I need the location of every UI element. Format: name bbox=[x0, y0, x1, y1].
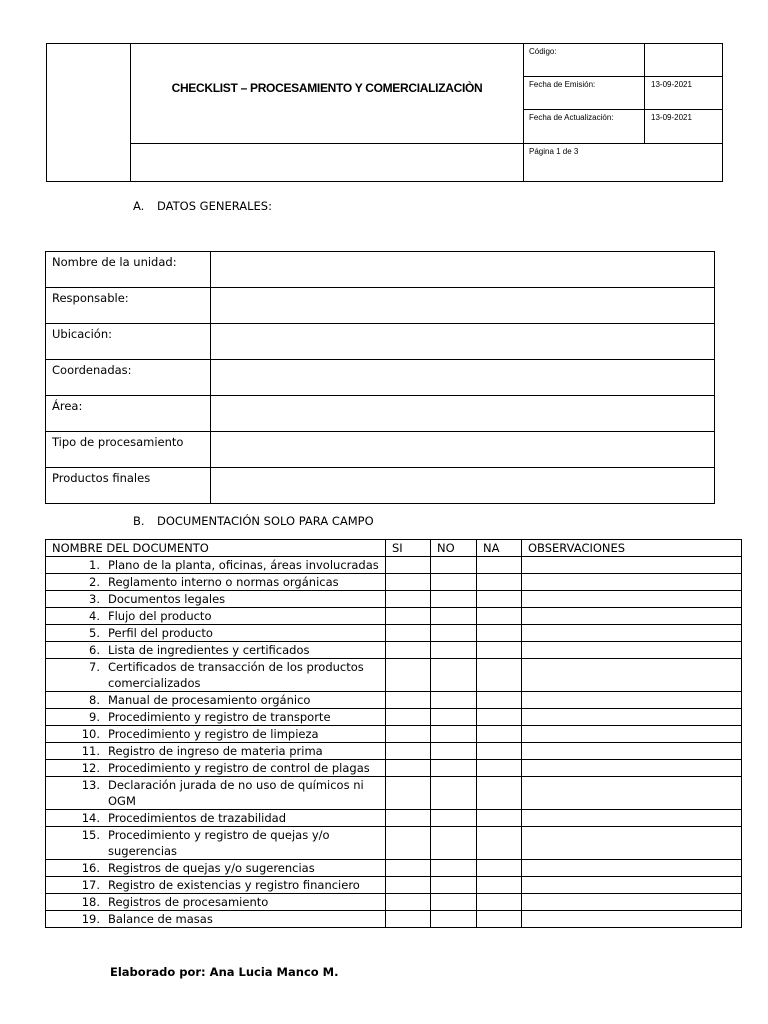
document-number: 4. bbox=[89, 609, 100, 623]
no-cell[interactable] bbox=[431, 642, 477, 659]
general-field-label: Nombre de la unidad: bbox=[46, 252, 211, 288]
general-data-table bbox=[45, 251, 715, 504]
si-cell[interactable] bbox=[386, 692, 431, 709]
no-cell[interactable] bbox=[431, 709, 477, 726]
no-cell[interactable] bbox=[431, 574, 477, 591]
document-number: 13. bbox=[81, 778, 100, 792]
si-cell[interactable] bbox=[386, 777, 431, 810]
document-row bbox=[46, 810, 742, 827]
document-number: 2. bbox=[89, 575, 100, 589]
na-cell[interactable] bbox=[477, 574, 522, 591]
document-row bbox=[46, 827, 742, 860]
na-cell[interactable] bbox=[477, 827, 522, 860]
no-cell[interactable] bbox=[431, 557, 477, 574]
document-name: Registros de quejas y/o sugerencias bbox=[108, 861, 315, 875]
document-number: 7. bbox=[89, 660, 100, 674]
observaciones-cell[interactable] bbox=[522, 625, 742, 642]
column-header: OBSERVACIONES bbox=[522, 540, 742, 557]
document-number: 5. bbox=[89, 626, 100, 640]
document-name: Procedimiento y registro de control de plagas bbox=[108, 761, 370, 775]
observaciones-cell[interactable] bbox=[522, 777, 742, 810]
observaciones-cell[interactable] bbox=[522, 608, 742, 625]
document-name-cell bbox=[46, 860, 386, 877]
si-cell[interactable] bbox=[386, 557, 431, 574]
general-field-row bbox=[46, 288, 715, 324]
si-cell[interactable] bbox=[386, 860, 431, 877]
document-number: 9. bbox=[89, 710, 100, 724]
document-name-cell bbox=[46, 625, 386, 642]
na-cell[interactable] bbox=[477, 591, 522, 608]
no-cell[interactable] bbox=[431, 894, 477, 911]
general-field-value[interactable] bbox=[211, 468, 715, 504]
na-cell[interactable] bbox=[477, 777, 522, 810]
document-row bbox=[46, 659, 742, 692]
section-b-title: DOCUMENTACIÓN SOLO PARA CAMPO bbox=[157, 514, 374, 528]
na-cell[interactable] bbox=[477, 659, 522, 692]
document-name-cell bbox=[46, 608, 386, 625]
general-field-row bbox=[46, 360, 715, 396]
fecha-actualizacion-label: Fecha de Actualización: bbox=[524, 110, 645, 144]
document-name-cell bbox=[46, 591, 386, 608]
general-field-row bbox=[46, 252, 715, 288]
document-name-cell bbox=[46, 642, 386, 659]
si-cell[interactable] bbox=[386, 608, 431, 625]
document-row bbox=[46, 726, 742, 743]
document-name-cell bbox=[46, 911, 386, 928]
document-row bbox=[46, 608, 742, 625]
observaciones-cell[interactable] bbox=[522, 642, 742, 659]
document-name: Flujo del producto bbox=[108, 609, 212, 623]
na-cell[interactable] bbox=[477, 642, 522, 659]
na-cell[interactable] bbox=[477, 810, 522, 827]
na-cell[interactable] bbox=[477, 692, 522, 709]
document-name: Procedimientos de trazabilidad bbox=[108, 811, 287, 825]
observaciones-cell[interactable] bbox=[522, 692, 742, 709]
no-cell[interactable] bbox=[431, 659, 477, 692]
observaciones-cell[interactable] bbox=[522, 574, 742, 591]
document-name-cell bbox=[46, 827, 386, 860]
si-cell[interactable] bbox=[386, 726, 431, 743]
no-cell[interactable] bbox=[431, 608, 477, 625]
general-field-value[interactable] bbox=[211, 396, 715, 432]
si-cell[interactable] bbox=[386, 659, 431, 692]
si-cell[interactable] bbox=[386, 574, 431, 591]
document-name-cell bbox=[46, 777, 386, 810]
document-row bbox=[46, 709, 742, 726]
no-cell[interactable] bbox=[431, 911, 477, 928]
column-header: NO bbox=[431, 540, 477, 557]
document-name-cell bbox=[46, 743, 386, 760]
na-cell[interactable] bbox=[477, 726, 522, 743]
document-row bbox=[46, 894, 742, 911]
document-name: Certificados de transacción de los productos comercializados bbox=[108, 660, 364, 690]
document-name-cell bbox=[46, 557, 386, 574]
no-cell[interactable] bbox=[431, 625, 477, 642]
si-cell[interactable] bbox=[386, 743, 431, 760]
document-name-cell bbox=[46, 692, 386, 709]
fecha-emision-label: Fecha de Emisión: bbox=[524, 77, 645, 110]
document-row bbox=[46, 911, 742, 928]
no-cell[interactable] bbox=[431, 726, 477, 743]
document-name: Registro de existencias y registro financiero bbox=[108, 878, 360, 892]
no-cell[interactable] bbox=[431, 692, 477, 709]
column-header: NOMBRE DEL DOCUMENTO bbox=[46, 540, 386, 557]
document-name: Perfil del producto bbox=[108, 626, 213, 640]
observaciones-cell[interactable] bbox=[522, 877, 742, 894]
observaciones-cell[interactable] bbox=[522, 860, 742, 877]
general-field-label: Productos finales bbox=[46, 468, 211, 504]
observaciones-cell[interactable] bbox=[522, 743, 742, 760]
column-header: SI bbox=[386, 540, 431, 557]
document-name-cell bbox=[46, 709, 386, 726]
document-row bbox=[46, 692, 742, 709]
documents-table-header bbox=[46, 540, 742, 557]
document-number: 15. bbox=[81, 828, 100, 842]
na-cell[interactable] bbox=[477, 894, 522, 911]
document-name-cell bbox=[46, 810, 386, 827]
si-cell[interactable] bbox=[386, 625, 431, 642]
document-number: 1. bbox=[89, 558, 100, 572]
si-cell[interactable] bbox=[386, 642, 431, 659]
section-b-letter: B. bbox=[133, 514, 145, 528]
general-field-value[interactable] bbox=[211, 324, 715, 360]
general-field-label: Ubicación: bbox=[46, 324, 211, 360]
document-title: CHECKLIST – PROCESAMIENTO Y COMERCIALIZACIÒN bbox=[131, 44, 524, 144]
na-cell[interactable] bbox=[477, 608, 522, 625]
header-blank-cell bbox=[131, 144, 524, 182]
document-row bbox=[46, 574, 742, 591]
document-name: Declaración jurada de no uso de químicos ni OGM bbox=[108, 778, 364, 808]
observaciones-cell[interactable] bbox=[522, 591, 742, 608]
si-cell[interactable] bbox=[386, 709, 431, 726]
document-row bbox=[46, 877, 742, 894]
fecha-actualizacion-value: 13-09-2021 bbox=[645, 110, 723, 144]
observaciones-cell[interactable] bbox=[522, 810, 742, 827]
observaciones-cell[interactable] bbox=[522, 659, 742, 692]
document-name: Manual de procesamiento orgánico bbox=[108, 693, 311, 707]
document-name: Reglamento interno o normas orgánicas bbox=[108, 575, 339, 589]
elaborado-por: Elaborado por: Ana Lucia Manco M. bbox=[110, 965, 339, 979]
no-cell[interactable] bbox=[431, 877, 477, 894]
document-number: 10. bbox=[81, 727, 100, 741]
general-field-row bbox=[46, 396, 715, 432]
column-header: NA bbox=[477, 540, 522, 557]
document-row bbox=[46, 743, 742, 760]
codigo-value bbox=[645, 44, 723, 77]
document-number: 8. bbox=[89, 693, 100, 707]
general-field-value[interactable] bbox=[211, 432, 715, 468]
logo-area bbox=[47, 44, 131, 182]
document-name-cell bbox=[46, 894, 386, 911]
document-name: Plano de la planta, oficinas, áreas involucradas bbox=[108, 558, 379, 572]
general-field-label: Tipo de procesamiento bbox=[46, 432, 211, 468]
document-name: Procedimiento y registro de limpieza bbox=[108, 727, 319, 741]
document-name: Registro de ingreso de materia prima bbox=[108, 744, 323, 758]
document-name-cell bbox=[46, 726, 386, 743]
document-name: Lista de ingredientes y certificados bbox=[108, 643, 310, 657]
document-name: Registros de procesamiento bbox=[108, 895, 269, 909]
document-number: 6. bbox=[89, 643, 100, 657]
document-row bbox=[46, 777, 742, 810]
general-field-value[interactable] bbox=[211, 288, 715, 324]
document-name: Documentos legales bbox=[108, 592, 226, 606]
general-field-label: Área: bbox=[46, 396, 211, 432]
na-cell[interactable] bbox=[477, 860, 522, 877]
si-cell[interactable] bbox=[386, 591, 431, 608]
observaciones-cell[interactable] bbox=[522, 894, 742, 911]
section-b-heading bbox=[133, 514, 374, 528]
document-name-cell bbox=[46, 659, 386, 692]
general-field-value[interactable] bbox=[211, 360, 715, 396]
observaciones-cell[interactable] bbox=[522, 911, 742, 928]
document-name: Procedimiento y registro de quejas y/o sugerencias bbox=[108, 828, 330, 858]
no-cell[interactable] bbox=[431, 777, 477, 810]
no-cell[interactable] bbox=[431, 743, 477, 760]
si-cell[interactable] bbox=[386, 877, 431, 894]
document-number: 18. bbox=[81, 895, 100, 909]
observaciones-cell[interactable] bbox=[522, 557, 742, 574]
document-number: 14. bbox=[81, 811, 100, 825]
no-cell[interactable] bbox=[431, 860, 477, 877]
general-field-label: Coordenadas: bbox=[46, 360, 211, 396]
document-header bbox=[46, 43, 723, 182]
page-number: Página 1 de 3 bbox=[524, 144, 723, 182]
na-cell[interactable] bbox=[477, 743, 522, 760]
no-cell[interactable] bbox=[431, 591, 477, 608]
na-cell[interactable] bbox=[477, 557, 522, 574]
codigo-label: Código: bbox=[524, 44, 645, 77]
na-cell[interactable] bbox=[477, 877, 522, 894]
document-row bbox=[46, 642, 742, 659]
section-a-letter: A. bbox=[133, 199, 145, 213]
document-row bbox=[46, 557, 742, 574]
si-cell[interactable] bbox=[386, 827, 431, 860]
no-cell[interactable] bbox=[431, 827, 477, 860]
observaciones-cell[interactable] bbox=[522, 726, 742, 743]
section-a-heading bbox=[133, 199, 272, 213]
observaciones-cell[interactable] bbox=[522, 827, 742, 860]
general-field-row bbox=[46, 432, 715, 468]
document-number: 12. bbox=[81, 761, 100, 775]
section-a-title: DATOS GENERALES: bbox=[157, 199, 272, 213]
document-name-cell bbox=[46, 760, 386, 777]
document-row bbox=[46, 760, 742, 777]
general-field-row bbox=[46, 468, 715, 504]
no-cell[interactable] bbox=[431, 760, 477, 777]
document-name: Balance de masas bbox=[108, 912, 213, 926]
observaciones-cell[interactable] bbox=[522, 760, 742, 777]
na-cell[interactable] bbox=[477, 709, 522, 726]
document-number: 3. bbox=[89, 592, 100, 606]
document-number: 19. bbox=[81, 912, 100, 926]
document-row bbox=[46, 860, 742, 877]
no-cell[interactable] bbox=[431, 810, 477, 827]
document-number: 17. bbox=[81, 878, 100, 892]
fecha-emision-value: 13-09-2021 bbox=[645, 77, 723, 110]
document-row bbox=[46, 591, 742, 608]
na-cell[interactable] bbox=[477, 625, 522, 642]
document-row bbox=[46, 625, 742, 642]
na-cell[interactable] bbox=[477, 760, 522, 777]
si-cell[interactable] bbox=[386, 894, 431, 911]
na-cell[interactable] bbox=[477, 911, 522, 928]
document-name: Procedimiento y registro de transporte bbox=[108, 710, 331, 724]
general-field-row bbox=[46, 324, 715, 360]
si-cell[interactable] bbox=[386, 760, 431, 777]
documents-table bbox=[45, 539, 742, 928]
general-field-value[interactable] bbox=[211, 252, 715, 288]
document-name-cell bbox=[46, 574, 386, 591]
general-field-label: Responsable: bbox=[46, 288, 211, 324]
si-cell[interactable] bbox=[386, 911, 431, 928]
document-number: 16. bbox=[81, 861, 100, 875]
observaciones-cell[interactable] bbox=[522, 709, 742, 726]
document-name-cell bbox=[46, 877, 386, 894]
document-number: 11. bbox=[81, 744, 100, 758]
si-cell[interactable] bbox=[386, 810, 431, 827]
